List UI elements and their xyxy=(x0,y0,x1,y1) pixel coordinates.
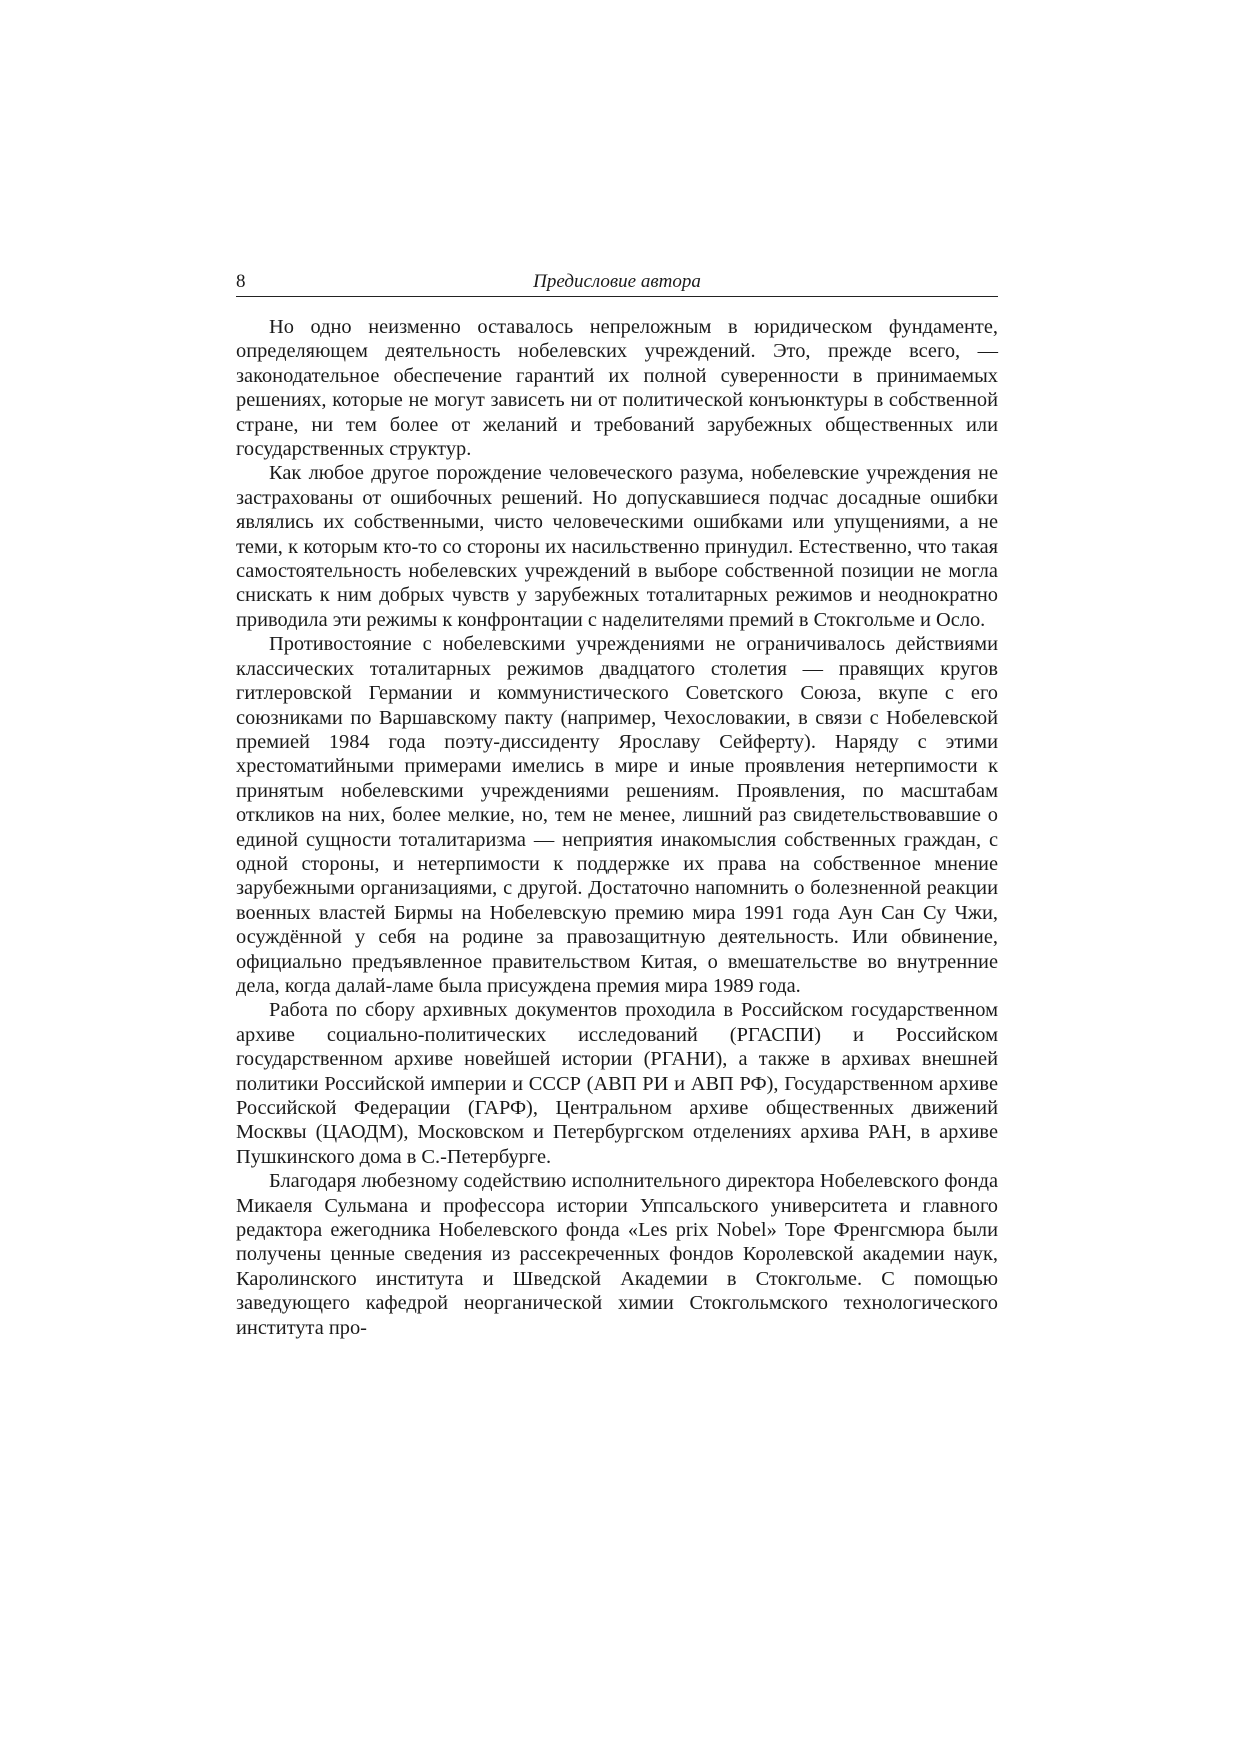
running-header xyxy=(236,268,998,297)
paragraph-4: Работа по сбору архивных документов проходила в Российском государственном архиве социально-политических исследований (РГАСПИ) и Российском государственном архиве новейшей истории (РГАНИ), а также в архивах внешней политики Российской империи и СССР (АВП РИ и АВП РФ), Государственном архиве Российской Федерации (ГАРФ), Центральном архиве общественных движений Москвы (ЦАОДМ), Московском и Петербургском отделениях архива РАН, в архиве Пушкинского дома в С.-Петербурге. xyxy=(236,999,998,1168)
book-page xyxy=(236,268,998,1340)
body-text xyxy=(236,315,998,1340)
running-title: Предисловие автора xyxy=(533,271,701,292)
paragraph-3: Противостояние с нобелевскими учреждениями не ограничивалось действиями классических тоталитарных режимов двадцатого столетия — правящих кругов гитлеровской Германии и коммунистического Советского Союза, вкупе с его союзниками по Варшавскому пакту (например, Чехословакии, в связи с Нобелевской премией 1984 года поэту-диссиденту Ярославу Сейферту). Наряду с этими хрестоматийными примерами имелись в мире и иные проявления нетерпимости к принятым нобелевскими учреждениями решениям. Проявления, по масштабам откликов на них, более мелкие, но, тем не менее, лишний раз свидетельствовавшие о единой сущности тоталитаризма — неприятия инакомыслия собственных граждан, с одной стороны, и нетерпимости к поддержке их права на собственное мнение зарубежными организациями, с другой. Достаточно напомнить о болезненной реакции военных властей Бирмы на Нобелевскую премию мира 1991 года Аун Сан Су Чжи, осуждённой у себя на родине за правозащитную деятельность. Или обвинение, официально предъявленное правительством Китая, о вмешательстве во внутренние дела, когда далай-ламе была присуждена премия мира 1989 года. xyxy=(236,633,998,997)
paragraph-2: Как любое другое порождение человеческого разума, нобелевские учреждения не застрахованы от ошибочных решений. Но допускавшиеся подчас досадные ошибки являлись их собственными, чисто человеческими ошибками или упущениями, а не теми, к которым кто-то со стороны их насильственно принудил. Естественно, что такая самостоятельность нобелевских учреждений в выборе собственной позиции не могла снискать к ним добрых чувств у зарубежных тоталитарных режимов и неоднократно приводила эти режимы к конфронтации с наделителями премий в Стокгольме и Осло. xyxy=(236,462,998,631)
paragraph-1: Но одно неизменно оставалось непреложным в юридическом фундаменте, определяющем деятельность нобелевских учреждений. Это, прежде всего, — законодательное обеспечение гарантий их полной суверенности в принимаемых решениях, которые не могут зависеть ни от политической конъюнктуры в собственной стране, ни тем более от желаний и требований зарубежных общественных или государственных структур. xyxy=(236,316,998,461)
paragraph-5: Благодаря любезному содействию исполнительного директора Нобелевского фонда Микаеля Сульмана и профессора истории Уппсальского университета и главного редактора ежегодника Нобелевского фонда «Les prix Nobel» Торе Френгсмюра были получены ценные сведения из рассекреченных фондов Королевской академии наук, Каролинского института и Шведской Академии в Стокгольме. С помощью заведующего кафедрой неорганической химии Стокгольмского технологического института про- xyxy=(236,1170,998,1339)
page-number: 8 xyxy=(236,271,246,292)
